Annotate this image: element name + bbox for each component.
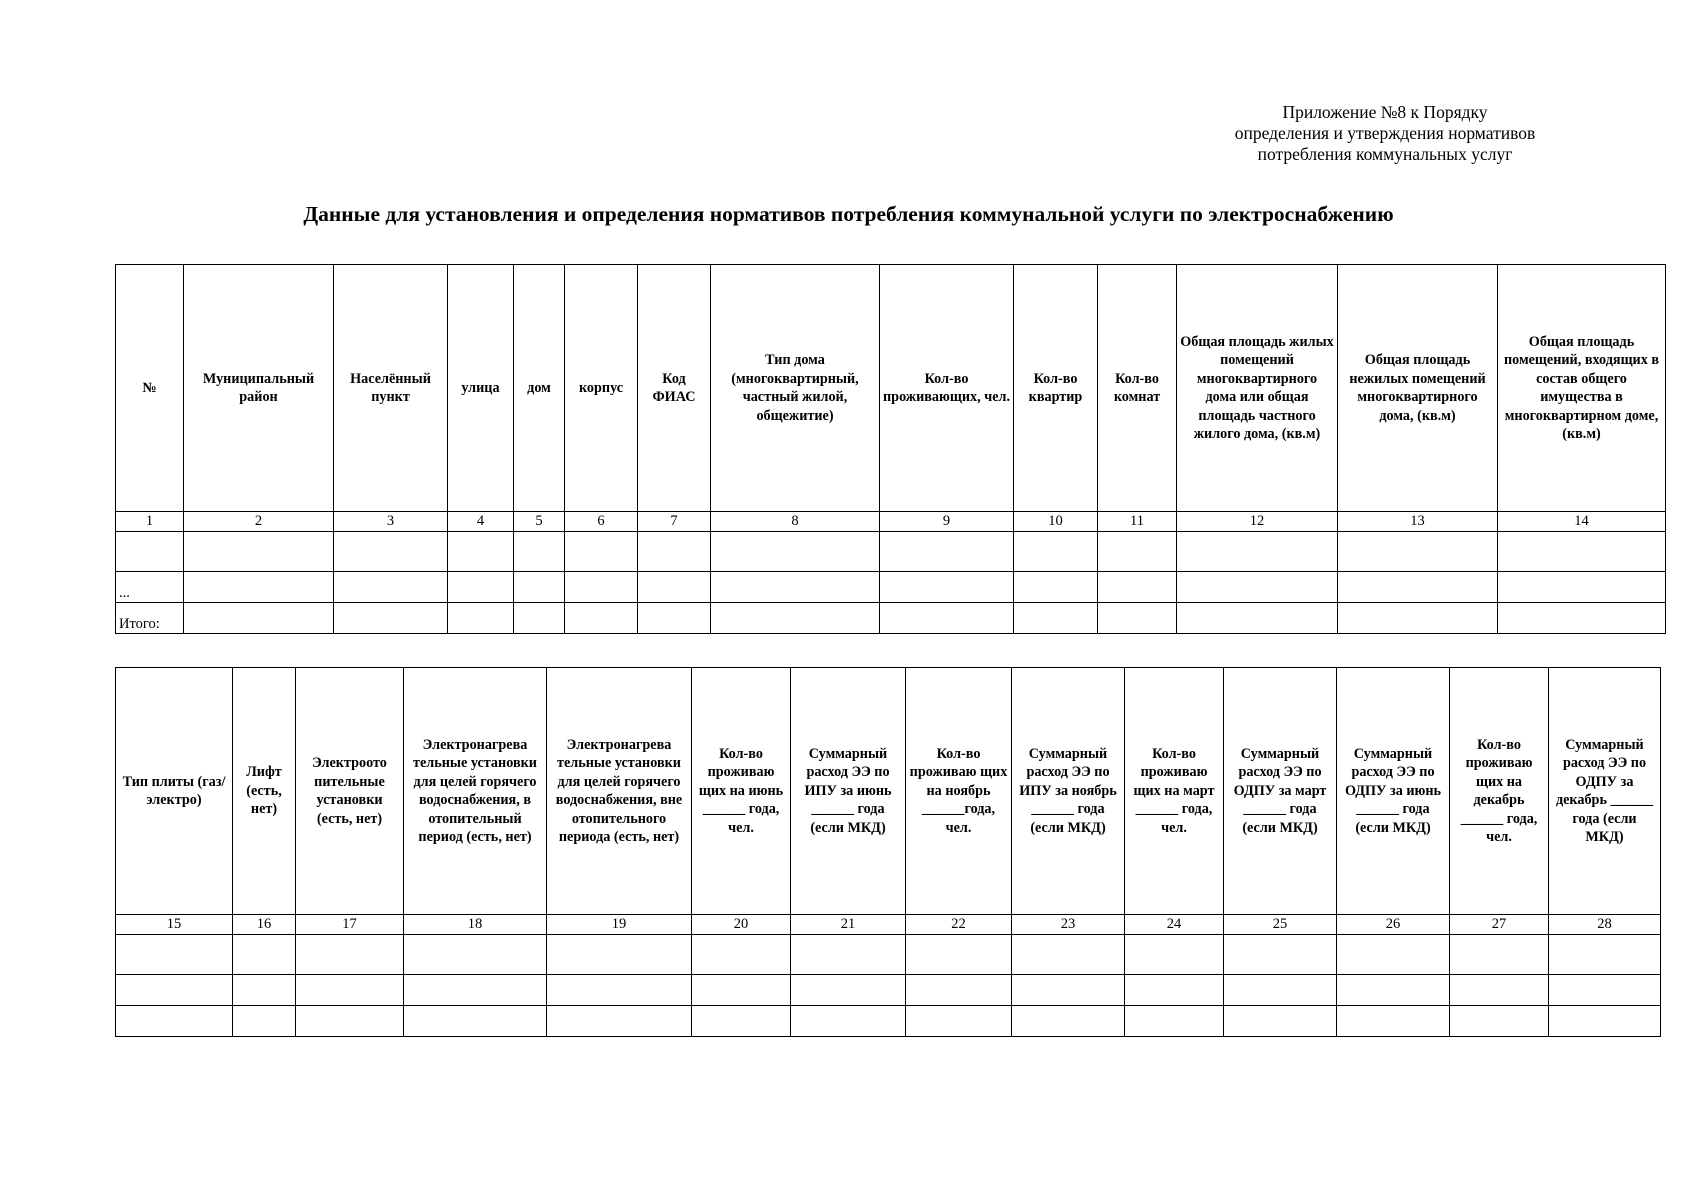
table-2-header-col-9: Суммарный расход ЭЭ по ИПУ за ноябрь ______ года (если МКД) — [1012, 668, 1125, 915]
table-cell — [1224, 975, 1337, 1006]
table-cell — [1012, 1006, 1125, 1037]
table-1-number-col-13: 13 — [1338, 512, 1498, 532]
table-cell — [448, 603, 514, 634]
table-cell — [1224, 935, 1337, 975]
appendix-line-3: потребления коммунальных услуг — [1257, 144, 1513, 164]
table-1-number-col-1: 1 — [116, 512, 184, 532]
table-cell — [1177, 572, 1338, 603]
table-2-number-col-6: 20 — [692, 915, 791, 935]
table-cell — [692, 975, 791, 1006]
table-cell — [711, 603, 880, 634]
table-1-number-col-9: 9 — [880, 512, 1014, 532]
table-cell — [1549, 935, 1661, 975]
table-1-header-col-10: Кол-во квартир — [1014, 265, 1098, 512]
table-cell — [184, 603, 334, 634]
table-1-header-col-7: Код ФИАС — [638, 265, 711, 512]
table-cell — [547, 1006, 692, 1037]
table-1-header-col-5: дом — [514, 265, 565, 512]
table-cell — [1098, 532, 1177, 572]
table-2-number-col-8: 22 — [906, 915, 1012, 935]
table-2-number-row — [116, 915, 1661, 935]
table-row — [116, 532, 1666, 572]
table-1-header-col-1: № — [116, 265, 184, 512]
table-cell — [233, 935, 296, 975]
table-cell — [565, 572, 638, 603]
table-cell — [791, 935, 906, 975]
table-cell — [1125, 1006, 1224, 1037]
table-cell — [1014, 532, 1098, 572]
table-2-number-col-9: 23 — [1012, 915, 1125, 935]
table-1-number-col-5: 5 — [514, 512, 565, 532]
table-2-header-col-7: Суммарный расход ЭЭ по ИПУ за июнь ______ года (если МКД) — [791, 668, 906, 915]
table-1 — [115, 264, 1666, 634]
table-cell — [1177, 603, 1338, 634]
table-1-number-col-14: 14 — [1498, 512, 1666, 532]
table-cell — [711, 532, 880, 572]
table-cell — [547, 935, 692, 975]
table-1-header-col-6: корпус — [565, 265, 638, 512]
table-cell — [880, 532, 1014, 572]
table-1-number-col-3: 3 — [334, 512, 448, 532]
table-1-header-col-13: Общая площадь нежилых помещений многоквартирного дома, (кв.м) — [1338, 265, 1498, 512]
table-cell — [1014, 572, 1098, 603]
table-cell — [448, 532, 514, 572]
table-cell — [296, 1006, 404, 1037]
table-2-number-col-13: 27 — [1450, 915, 1549, 935]
table-2-number-col-5: 19 — [547, 915, 692, 935]
row-label — [116, 532, 184, 572]
table-cell — [1098, 603, 1177, 634]
row-label: ... — [116, 572, 184, 603]
table-2-number-col-11: 25 — [1224, 915, 1337, 935]
table-1-number-col-4: 4 — [448, 512, 514, 532]
table-cell — [1498, 532, 1666, 572]
table-2-number-col-4: 18 — [404, 915, 547, 935]
table-cell — [1338, 532, 1498, 572]
table-1-number-row — [116, 512, 1666, 532]
table-row — [116, 975, 1661, 1006]
table-cell — [116, 1006, 233, 1037]
table-1-header-col-3: Населённый пункт — [334, 265, 448, 512]
table-cell — [547, 975, 692, 1006]
table-2 — [115, 667, 1661, 1037]
table-cell — [565, 603, 638, 634]
table-2-header-col-5: Электронагрева тельные установки для целей горячего водоснабжения, вне отопительного периода (есть, нет) — [547, 668, 692, 915]
table-2-header-col-8: Кол-во проживаю щих на ноябрь ______года, чел. — [906, 668, 1012, 915]
appendix-note — [1150, 102, 1620, 165]
document-title: Данные для установления и определения нормативов потребления коммунальной услуги по электроснабжению — [303, 202, 1394, 226]
table-cell — [791, 1006, 906, 1037]
table-2-header-col-1: Тип плиты (газ/электро) — [116, 668, 233, 915]
table-cell — [711, 572, 880, 603]
table-cell — [791, 975, 906, 1006]
table-1-number-col-6: 6 — [565, 512, 638, 532]
table-cell — [514, 532, 565, 572]
table-row — [116, 572, 1666, 603]
row-label: Итого: — [116, 603, 184, 634]
table-2-header-col-2: Лифт (есть, нет) — [233, 668, 296, 915]
table-2-header-col-3: Электроото пительные установки (есть, нет) — [296, 668, 404, 915]
table-cell — [1125, 975, 1224, 1006]
table-cell — [296, 975, 404, 1006]
table-1-header-col-14: Общая площадь помещений, входящих в состав общего имущества в многоквартирном доме, (кв.м) — [1498, 265, 1666, 512]
table-2-header-col-11: Суммарный расход ЭЭ по ОДПУ за март ______ года (если МКД) — [1224, 668, 1337, 915]
table-1-header-col-4: улица — [448, 265, 514, 512]
table-cell — [1125, 935, 1224, 975]
table-cell — [116, 935, 233, 975]
table-2-header-col-12: Суммарный расход ЭЭ по ОДПУ за июнь ______ года (если МКД) — [1337, 668, 1450, 915]
table-1-header-row — [116, 265, 1666, 512]
table-2-number-col-3: 17 — [296, 915, 404, 935]
table-1-number-col-2: 2 — [184, 512, 334, 532]
table-cell — [296, 935, 404, 975]
table-cell — [638, 603, 711, 634]
table-cell — [1337, 1006, 1450, 1037]
table-cell — [638, 572, 711, 603]
table-cell — [334, 572, 448, 603]
table-2-number-col-7: 21 — [791, 915, 906, 935]
table-1-header-col-11: Кол-во комнат — [1098, 265, 1177, 512]
table-2-number-col-12: 26 — [1337, 915, 1450, 935]
table-cell — [1337, 935, 1450, 975]
table-cell — [334, 603, 448, 634]
table-1-number-col-7: 7 — [638, 512, 711, 532]
table-cell — [233, 975, 296, 1006]
table-cell — [233, 1006, 296, 1037]
table-1-header-col-9: Кол-во проживающих, чел. — [880, 265, 1014, 512]
table-cell — [1224, 1006, 1337, 1037]
appendix-line-1: Приложение №8 к Порядку — [1282, 102, 1488, 122]
table-2-header-col-14: Суммарный расход ЭЭ по ОДПУ за декабрь ______ года (если МКД) — [1549, 668, 1661, 915]
table-cell — [1012, 935, 1125, 975]
table-row — [116, 935, 1661, 975]
table-cell — [184, 532, 334, 572]
table-2-number-col-1: 15 — [116, 915, 233, 935]
table-cell — [1450, 1006, 1549, 1037]
table-cell — [692, 1006, 791, 1037]
table-2-header-col-10: Кол-во проживаю щих на март ______ года, чел. — [1125, 668, 1224, 915]
table-row — [116, 1006, 1661, 1037]
table-cell — [1549, 975, 1661, 1006]
table-1-number-col-12: 12 — [1177, 512, 1338, 532]
table-cell — [116, 975, 233, 1006]
table-cell — [1337, 975, 1450, 1006]
table-cell — [1338, 572, 1498, 603]
table-cell — [1014, 603, 1098, 634]
table-cell — [404, 935, 547, 975]
table-cell — [1338, 603, 1498, 634]
table-cell — [1498, 572, 1666, 603]
table-cell — [880, 603, 1014, 634]
table-1-number-col-11: 11 — [1098, 512, 1177, 532]
table-cell — [1498, 603, 1666, 634]
table-1-header-col-8: Тип дома (многоквартирный, частный жилой, общежитие) — [711, 265, 880, 512]
table-cell — [638, 532, 711, 572]
table-cell — [906, 935, 1012, 975]
table-cell — [1177, 532, 1338, 572]
table-1-header-col-2: Муниципальный район — [184, 265, 334, 512]
table-cell — [514, 572, 565, 603]
table-1-number-col-10: 10 — [1014, 512, 1098, 532]
table-2-number-col-10: 24 — [1125, 915, 1224, 935]
table-2-header-col-13: Кол-во проживаю щих на декабрь ______ года, чел. — [1450, 668, 1549, 915]
table-cell — [404, 975, 547, 1006]
table-cell — [1450, 975, 1549, 1006]
table-1-number-col-8: 8 — [711, 512, 880, 532]
table-2-header-row — [116, 668, 1661, 915]
table-cell — [1098, 572, 1177, 603]
table-cell — [692, 935, 791, 975]
table-2-number-col-14: 28 — [1549, 915, 1661, 935]
table-row — [116, 603, 1666, 634]
table-cell — [404, 1006, 547, 1037]
table-cell — [514, 603, 565, 634]
table-2-header-col-6: Кол-во проживаю щих на июнь ______ года, чел. — [692, 668, 791, 915]
table-cell — [1012, 975, 1125, 1006]
table-cell — [1450, 935, 1549, 975]
table-cell — [1549, 1006, 1661, 1037]
table-cell — [906, 1006, 1012, 1037]
table-cell — [334, 532, 448, 572]
table-1-header-col-12: Общая площадь жилых помещений многоквартирного дома или общая площадь частного жилого дома, (кв.м) — [1177, 265, 1338, 512]
table-cell — [448, 572, 514, 603]
table-cell — [906, 975, 1012, 1006]
table-cell — [880, 572, 1014, 603]
table-cell — [565, 532, 638, 572]
table-2-number-col-2: 16 — [233, 915, 296, 935]
table-2-header-col-4: Электронагрева тельные установки для целей горячего водоснабжения, в отопительный период (есть, нет) — [404, 668, 547, 915]
appendix-line-2: определения и утверждения нормативов — [1234, 123, 1536, 143]
table-cell — [184, 572, 334, 603]
